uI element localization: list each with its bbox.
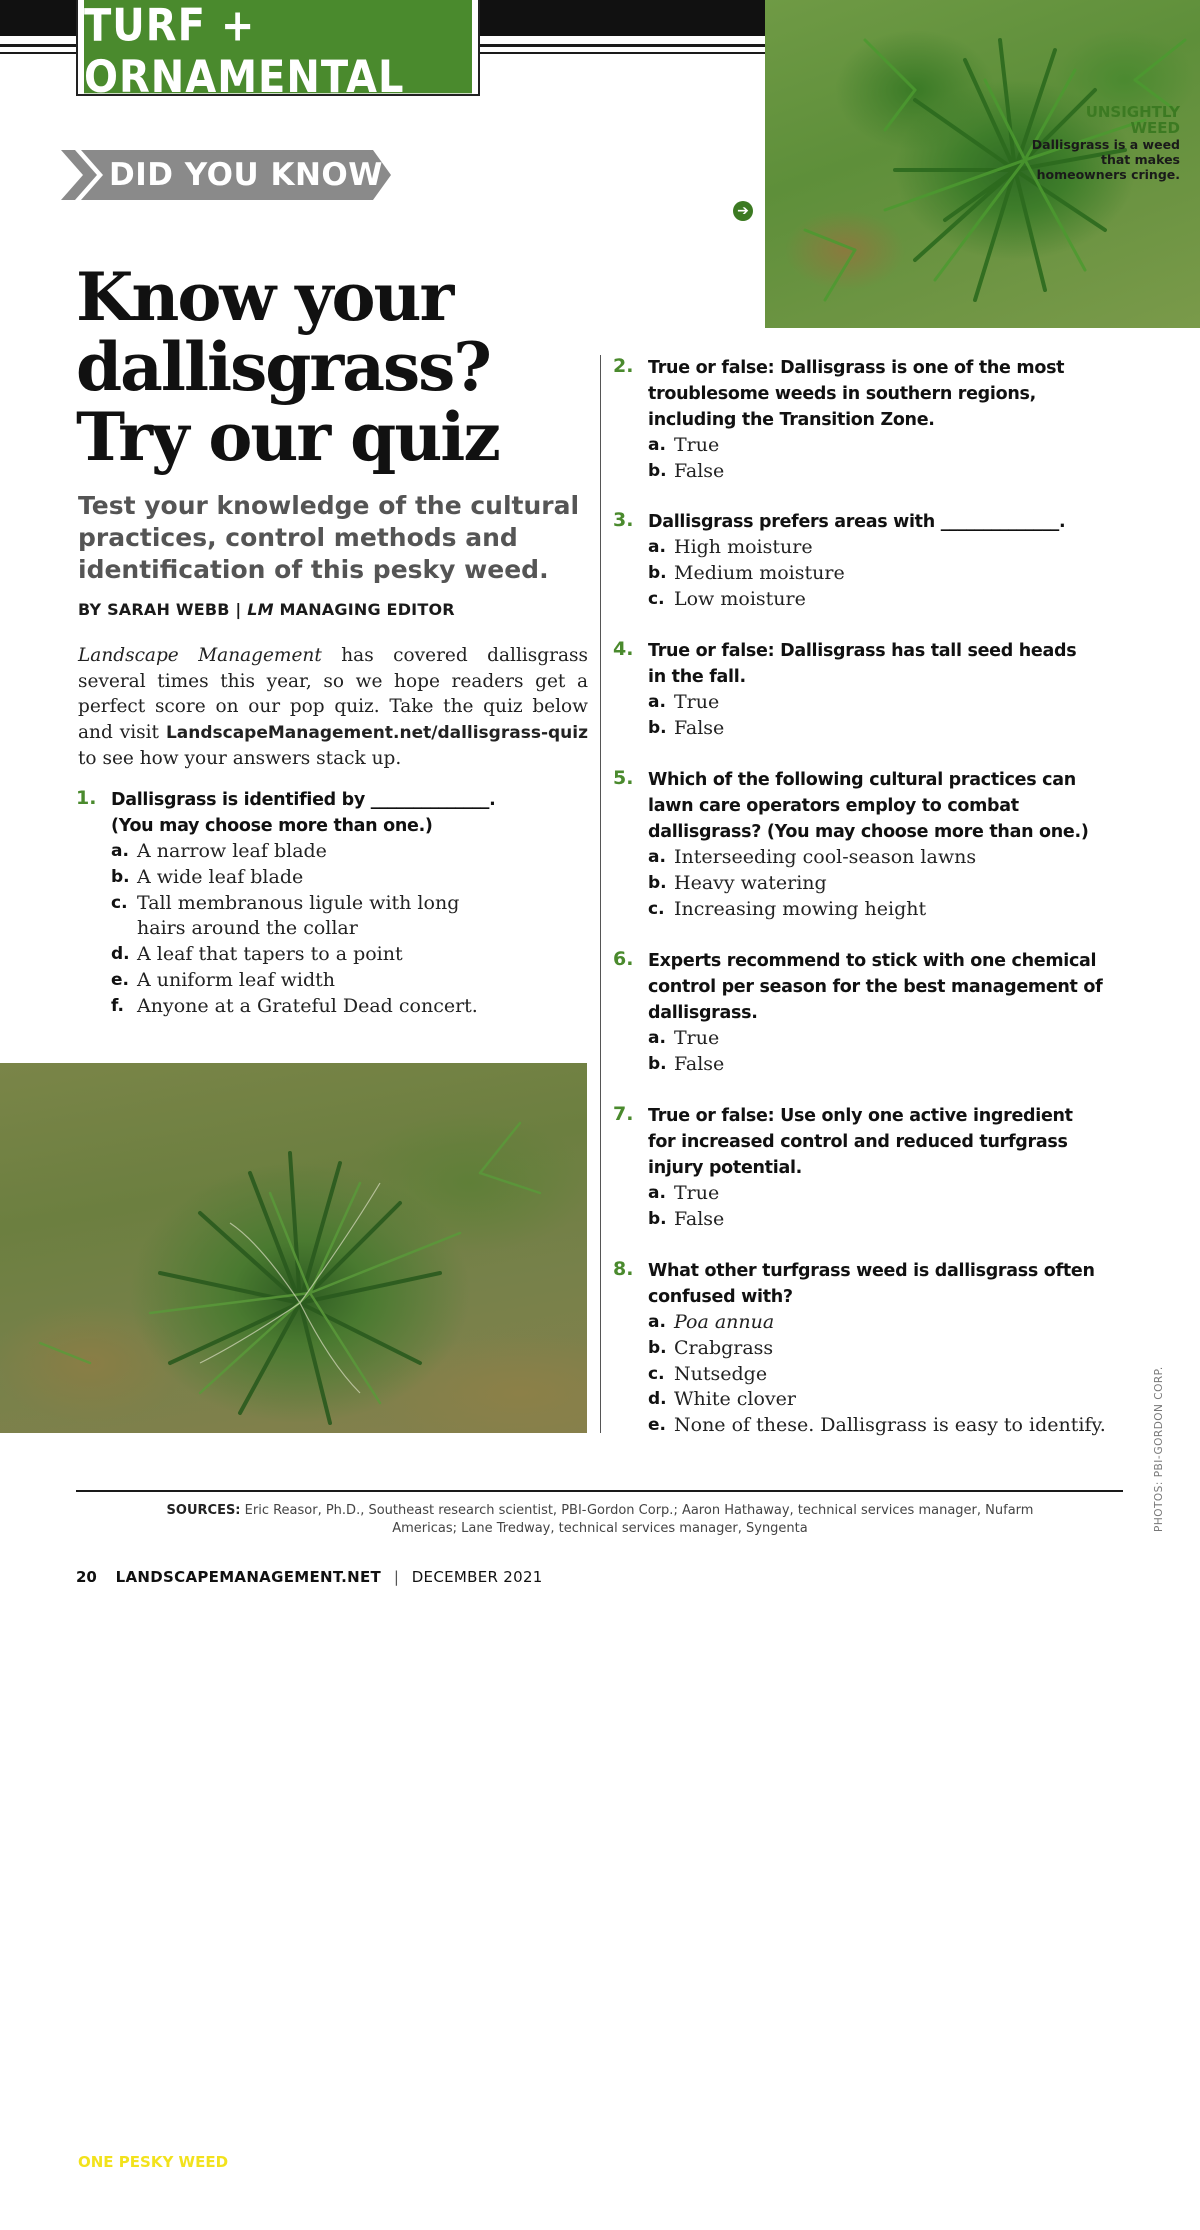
answer-option (648, 459, 1123, 485)
option-letter: e. (111, 969, 129, 990)
question-text: True or false: Use only one active ingredient for increased control and reduced turfgrass injury potential. (648, 1106, 1073, 1178)
question-text: Dallisgrass prefers areas with ______________. (648, 512, 1066, 532)
byline-publication: LM (247, 600, 274, 619)
caption-text: Dallisgrass is a troublesome weed that many lawn care operators struggle to control. (78, 2170, 278, 2230)
option-text: True (674, 691, 720, 713)
answer-option (648, 1026, 1123, 1052)
kicker-banner (61, 150, 391, 200)
answer-option (111, 968, 511, 994)
question-number: 7. (613, 1103, 634, 1125)
option-text: White clover (674, 1388, 796, 1411)
caption-text: Dallisgrass is a weed that makes homeowners cringe. (1031, 137, 1180, 182)
answer-option (648, 1387, 1123, 1413)
option-letter: c. (648, 588, 665, 609)
answer-option (648, 897, 1123, 923)
answer-option (648, 1181, 1123, 1207)
question-5 (613, 767, 1123, 922)
sources-text: Eric Reasor, Ph.D., Southeast research scientist, PBI-Gordon Corp.; Aaron Hathaway, technical services manager, Nufarm Americas; Lane Tredway, technical services manager, Syngenta (240, 1503, 1034, 1536)
question-4 (613, 638, 1123, 742)
option-text: A uniform leaf width (137, 968, 336, 991)
question-number: 3. (613, 509, 634, 531)
answer-option (648, 561, 1123, 587)
section-tag (76, 0, 480, 104)
answer-option (111, 942, 511, 968)
option-letter: a. (648, 847, 666, 867)
option-text: Poa annua (674, 1311, 775, 1333)
question-text: Dallisgrass is identified by ______________. (You may choose more than one.) (111, 790, 496, 836)
page-number: 20 (76, 1568, 97, 1586)
option-letter: b. (648, 1053, 667, 1074)
option-text: High moisture (674, 536, 813, 558)
option-text: Increasing mowing height (674, 897, 927, 920)
option-letter: a. (648, 537, 666, 557)
headline-line-1: Know your (76, 258, 453, 336)
option-letter: e. (648, 1415, 666, 1436)
dallisgrass-photo-top (765, 0, 1200, 328)
option-text: False (674, 459, 725, 482)
option-letter: a. (648, 1312, 666, 1332)
question-text: What other turfgrass weed is dallisgrass often confused with? (648, 1261, 1095, 1307)
dek: Test your knowledge of the cultural practices, control methods and identification of this pesky weed. (78, 491, 580, 584)
question-number: 2. (613, 355, 634, 377)
headline-line-2: dallisgrass? (76, 328, 490, 406)
answer-option (648, 845, 1123, 871)
question-number: 6. (613, 948, 634, 970)
option-letter: b. (111, 866, 130, 887)
option-letter: f. (111, 995, 124, 1016)
question-number: 4. (613, 638, 634, 660)
option-letter: b. (648, 872, 667, 893)
answer-option (111, 994, 511, 1020)
option-letter: c. (648, 898, 665, 919)
option-letter: d. (111, 944, 130, 965)
answer-option (648, 587, 1123, 613)
question-6 (613, 948, 1123, 1078)
option-text: A wide leaf blade (137, 865, 304, 888)
issue-date: DECEMBER 2021 (411, 1568, 543, 1586)
answer-option (111, 839, 511, 865)
answer-option (111, 891, 511, 943)
intro-text-2: to see how your answers stack up. (78, 748, 402, 770)
footer-rule (76, 1490, 1123, 1492)
question-7 (613, 1103, 1123, 1233)
option-text: Interseeding cool-season lawns (674, 846, 977, 868)
option-letter: d. (648, 1389, 667, 1410)
question-text: Experts recommend to stick with one chemical control per season for the best management of dallisgrass. (648, 951, 1103, 1023)
site-name[interactable]: LANDSCAPEMANAGEMENT.NET (115, 1568, 382, 1586)
question-text: True or false: Dallisgrass has tall seed heads in the fall. (648, 641, 1077, 687)
option-text: Low moisture (674, 587, 806, 610)
option-letter: b. (648, 460, 667, 481)
caption-heading: UNSIGHTLY (1085, 103, 1180, 121)
intro-text-1: has covered dallisgrass several times this year, so we hope readers get a perfect score on our pop quiz. Take the quiz below and visit (78, 645, 588, 743)
headline-line-3: Try our quiz (76, 398, 499, 476)
answer-option (648, 1310, 1123, 1336)
answer-option (648, 1362, 1123, 1388)
answer-option (648, 871, 1123, 897)
caption-heading: ONE PESKY WEED (78, 2153, 229, 2171)
question-text: True or false: Dallisgrass is one of the most troublesome weeds in southern regions, including the Transition Zone. (648, 358, 1065, 430)
question-2 (613, 355, 1123, 485)
answer-option (648, 1336, 1123, 1362)
option-letter: c. (111, 892, 128, 913)
caption-heading-2: WEED (1130, 119, 1180, 137)
option-text: Nutsedge (674, 1362, 768, 1385)
folio-separator: | (393, 1568, 399, 1586)
option-text: Crabgrass (674, 1336, 774, 1359)
option-letter: a. (648, 1028, 666, 1048)
option-text: True (674, 434, 720, 456)
answer-option (648, 1207, 1123, 1233)
answer-option (648, 690, 1123, 716)
page-title (76, 258, 596, 476)
option-text: Tall membranous ligule with long hairs around the collar (137, 891, 460, 940)
answer-option (648, 433, 1123, 459)
option-text: False (674, 1207, 725, 1230)
option-text: False (674, 1052, 725, 1075)
question-number: 1. (76, 787, 97, 809)
answer-option (648, 716, 1123, 742)
option-letter: b. (648, 562, 667, 583)
option-letter: a. (648, 692, 666, 712)
byline-suffix: MANAGING EDITOR (273, 600, 455, 619)
option-text: Heavy watering (674, 871, 827, 894)
intro-paragraph (78, 643, 588, 772)
answer-option (111, 865, 511, 891)
option-letter: a. (648, 435, 666, 455)
column-divider (600, 355, 601, 1433)
section-tag-label: TURF + ORNAMENTAL (84, 0, 472, 93)
option-letter: b. (648, 717, 667, 738)
option-text: None of these. Dallisgrass is easy to identify. (674, 1414, 1106, 1437)
option-text: True (674, 1182, 720, 1204)
photo-credit: PHOTOS: PBI-GORDON CORP. (1153, 1366, 1165, 1532)
question-8 (613, 1258, 1123, 1439)
grass-clump-illustration-bottom (0, 1063, 587, 1433)
question-number: 8. (613, 1258, 634, 1280)
option-text: A narrow leaf blade (137, 840, 327, 862)
arrow-right-icon[interactable]: ➔ (733, 201, 753, 221)
option-letter: c. (648, 1363, 665, 1384)
folio (76, 1568, 543, 1586)
option-text: A leaf that tapers to a point (137, 943, 403, 966)
answer-option (648, 1052, 1123, 1078)
sources-note (150, 1502, 1050, 1538)
answer-option (648, 535, 1123, 561)
quiz-link[interactable]: LandscapeManagement.net/dallisgrass-quiz (165, 722, 588, 743)
byline-prefix: BY SARAH WEBB | (78, 600, 248, 619)
option-letter: a. (648, 1183, 666, 1203)
option-letter: b. (648, 1208, 667, 1229)
kicker-label: DID YOU KNOW (109, 157, 383, 193)
option-letter: b. (648, 1337, 667, 1358)
option-text: Anyone at a Grateful Dead concert. (137, 994, 478, 1017)
byline (78, 600, 455, 619)
option-text: False (674, 716, 725, 739)
question-3 (613, 509, 1123, 612)
option-text: True (674, 1027, 720, 1049)
option-letter: a. (111, 841, 129, 861)
question-number: 5. (613, 767, 634, 789)
answer-option (648, 1413, 1123, 1439)
question-1 (76, 787, 586, 1020)
sources-label: SOURCES: (166, 1503, 241, 1518)
photo-caption-bottom (78, 2154, 278, 2230)
intro-publication: Landscape Management (78, 645, 322, 666)
question-text: Which of the following cultural practices can lawn care operators employ to combat dallisgrass? (You may choose more than one.) (648, 770, 1089, 842)
option-text: Medium moisture (674, 561, 845, 584)
photo-caption-top (1030, 104, 1180, 182)
